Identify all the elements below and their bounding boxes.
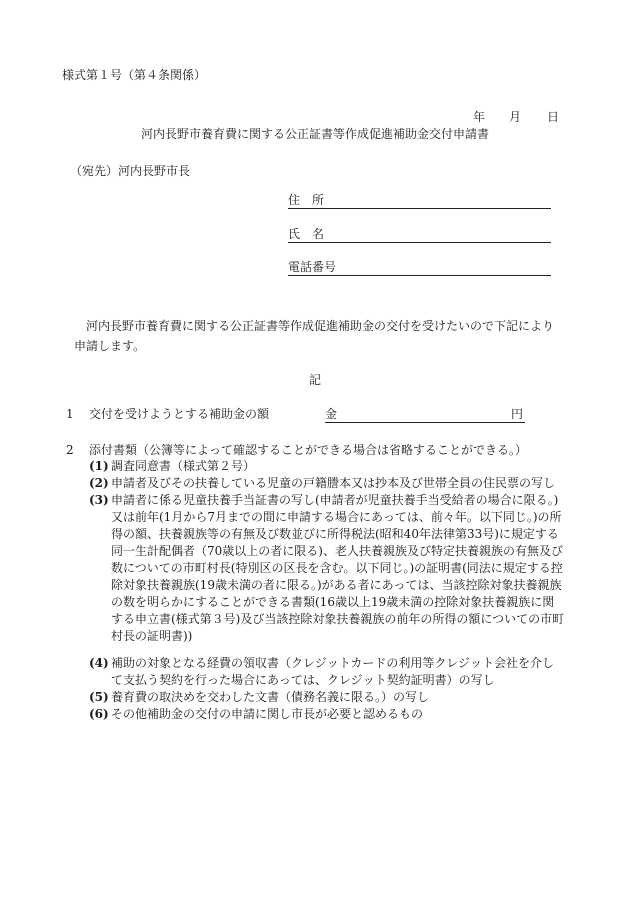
attachment-number: (4) [89, 656, 109, 670]
name-field[interactable] [288, 226, 551, 243]
address-field[interactable] [288, 192, 551, 209]
attachment-number: (3) [89, 493, 109, 507]
phone-field[interactable] [288, 259, 551, 276]
attachment-item: その他補助金の交付の申請に関し市長が必要と認めるもの [111, 707, 424, 721]
application-statement: 河内長野市養育費に関する公正証書等作成促進補助金の交付を受けたいので下記により申請します。 [74, 319, 555, 353]
attachment-number: (1) [89, 459, 109, 473]
item1-label: 交付を受けようとする補助金の額 [89, 407, 270, 421]
address-label: 住 所 [288, 193, 325, 207]
addressee: （宛先）河内長野市長 [70, 164, 191, 178]
item2-number: 2 [66, 443, 74, 457]
attachment-item: 養育費の取決めを交わした文書（債務名義に限る。）の写し [111, 690, 430, 704]
attachment-item: 申請者に係る児童扶養手当証書の写し(申請者が児童扶養手当受給者の場合に限る。)又は前年(1月から7月までの間に申請する場合にあっては、前々年。以下同じ。)の所得の額、扶養親族等の有無及び数並びに所得税法(昭和40年法律第33号)に規定する同一生計配偶者（70歳以上の者に限る)、老人扶養親族及び特定扶養親族の有無及び数についての市町村長(特別区の区長を含む。以下同じ。)の証明書(同法に規定する控除対象扶養親族(19歳未満の者に限る。)がある者にあっては、当該控除対象扶養親族の数を明らかにすることができる書類(16歳以上19歳未満の控除対象扶養親族に関する申立書(様式第３号)及び当該控除対象扶養親族の前年の所得の額についての市町村長の証明書)) [111, 493, 565, 643]
name-label: 氏 名 [288, 227, 325, 241]
attachment-item: 補助の対象となる経費の領収書（クレジットカードの利用等クレジット会社を介して支払う契約を行った場合にあっては、クレジット契約証明書）の写し [111, 656, 555, 687]
date-month-label: 月 [509, 110, 522, 124]
amount-field[interactable] [325, 406, 525, 423]
item2-label: 添付書類（公簿等によって確認することができる場合は省略することができる。） [89, 443, 528, 457]
attachment-item: 調査同意書（様式第２号） [111, 459, 256, 473]
date-day-label: 日 [547, 110, 560, 124]
amount-unit: 円 [510, 407, 523, 421]
ki-heading: 記 [308, 373, 321, 387]
attachment-number: (5) [89, 690, 109, 704]
date-year-label: 年 [473, 110, 486, 124]
attachment-item: 申請者及びその扶養している児童の戸籍謄本又は抄本及び世帯全員の住民票の写し [111, 476, 556, 490]
date-line [473, 109, 563, 125]
item1-number: 1 [66, 407, 74, 421]
amount-prefix: 金 [325, 407, 338, 421]
attachment-number: (2) [89, 476, 109, 490]
phone-label: 電話番号 [288, 260, 337, 274]
attachment-number: (6) [89, 707, 109, 721]
form-number: 様式第１号（第４条関係） [62, 68, 207, 82]
document-title: 河内長野市養育費に関する公正証書等作成促進補助金交付申請書 [140, 127, 489, 141]
